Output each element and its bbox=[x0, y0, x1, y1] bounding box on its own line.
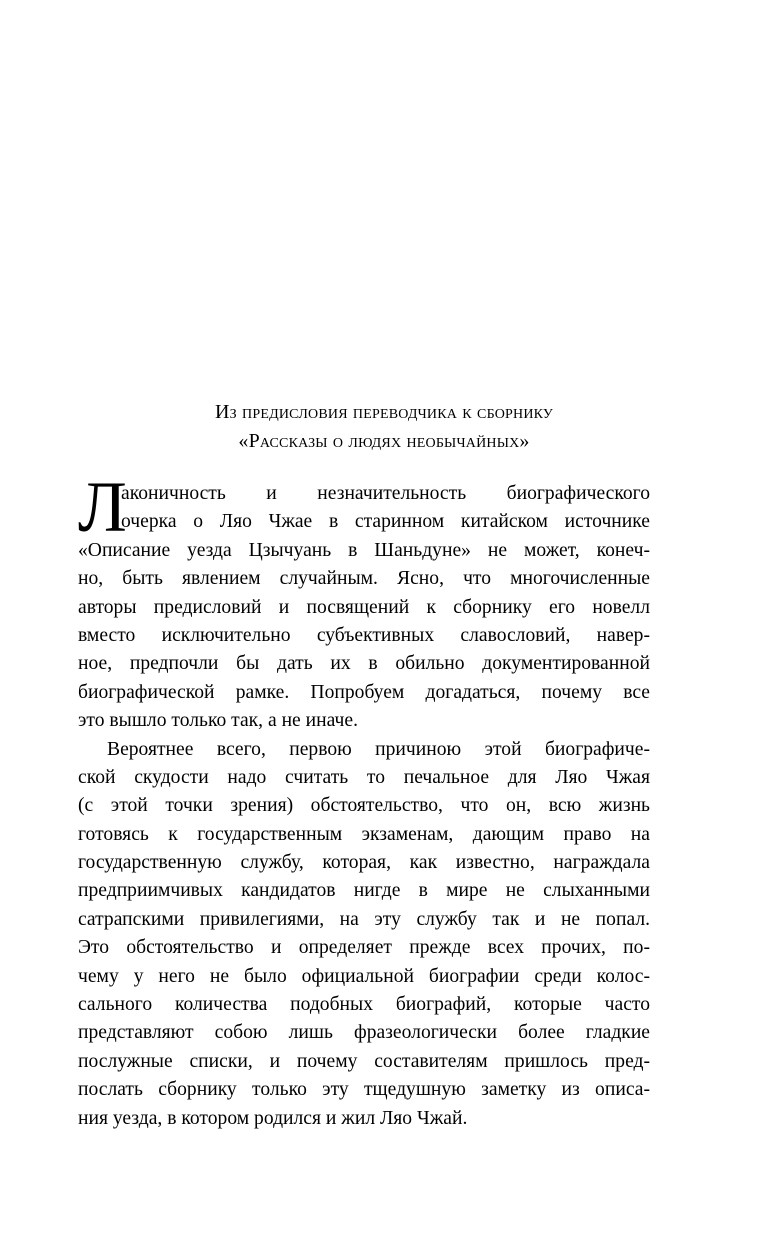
text-line: готовясь к государственным экзаменам, дающим право на bbox=[78, 823, 650, 845]
text-line: очерка о Ляо Чжае в старинном китайском источнике bbox=[121, 511, 650, 533]
body-text bbox=[78, 480, 650, 1133]
text-line: предприимчивых кандидатов нигде в мире не слыханными bbox=[78, 880, 650, 902]
text-line: биографической рамке. Попробуем догадаться, почему все bbox=[78, 681, 650, 703]
text-line: ния уезда, в котором родился и жил Ляо Чжай. bbox=[78, 1107, 468, 1129]
text-line: ное, предпочли бы дать их в обильно документированной bbox=[78, 653, 650, 675]
text-line: государственную службу, которая, как известно, награждала bbox=[78, 852, 650, 874]
paragraph-1 bbox=[78, 480, 650, 736]
text-line: авторы предисловий и посвящений к сборнику его новелл bbox=[78, 596, 650, 618]
text-line: послужные списки, и почему составителям пришлось пред- bbox=[78, 1050, 650, 1072]
heading-line-1: Из предисловия переводчика к сборнику bbox=[214, 401, 553, 423]
text-line: сального количества подобных биографий, которые часто bbox=[78, 994, 650, 1016]
drop-cap-letter: Л bbox=[78, 467, 127, 547]
text-line: сатрапскими привилегиями, на эту службу так и не попал. bbox=[78, 908, 650, 930]
heading-line-2: «Рассказы о людях необычайных» bbox=[238, 430, 530, 452]
text-line: представляют собою лишь фразеологически более гладкие bbox=[78, 1022, 650, 1044]
text-line: аконичность и незначительность биографического bbox=[121, 483, 650, 504]
text-line: (с этой точки зрения) обстоятельство, что он, всю жизнь bbox=[78, 795, 650, 817]
text-line: но, быть явлением случайным. Ясно, что многочисленные bbox=[78, 568, 650, 590]
text-line: «Описание уезда Цзычуань в Шаньдуне» не может, конеч- bbox=[78, 539, 650, 561]
text-line: это вышло только так, а не иначе. bbox=[78, 710, 358, 732]
paragraph-2 bbox=[78, 736, 650, 1133]
text-line: Это обстоятельство и определяет прежде всех прочих, по- bbox=[78, 937, 650, 959]
text-line: ской скудости надо считать то печальное для Ляо Чжая bbox=[78, 766, 650, 788]
section-heading bbox=[0, 398, 768, 456]
text-line: вместо исключительно субъективных славословий, навер- bbox=[78, 624, 650, 646]
text-line: Вероятнее всего, первою причиною этой биографиче- bbox=[107, 738, 650, 760]
text-line: чему у него не было официальной биографии среди колос- bbox=[78, 965, 650, 987]
text-line: послать сборнику только эту тщедушную заметку из описа- bbox=[78, 1079, 650, 1101]
